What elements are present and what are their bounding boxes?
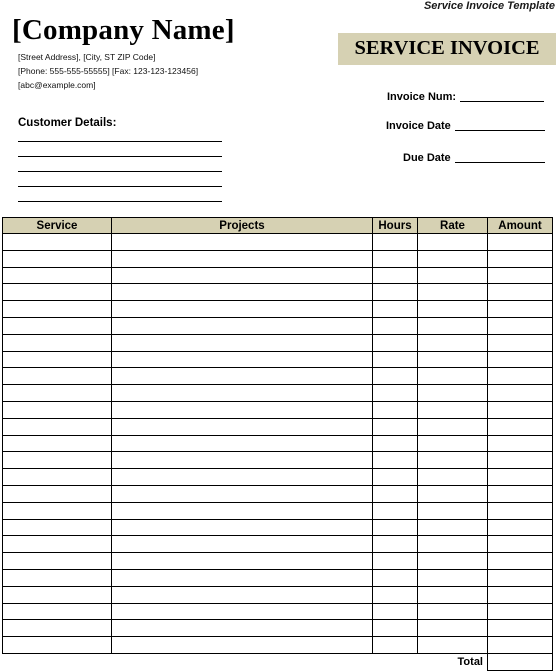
service-cell[interactable] [3, 385, 112, 402]
table-row [3, 351, 553, 368]
rate-cell[interactable] [418, 452, 488, 469]
table-row [3, 469, 553, 486]
due-date-label: Due Date [403, 152, 451, 164]
customer-details-line[interactable] [18, 186, 222, 187]
service-cell[interactable] [3, 317, 112, 334]
hours-cell[interactable] [373, 502, 418, 519]
due-date-field[interactable] [455, 152, 545, 163]
amount-cell[interactable] [488, 250, 553, 267]
projects-cell[interactable] [112, 234, 373, 251]
amount-cell[interactable] [488, 469, 553, 486]
table-row [3, 620, 553, 637]
table-row [3, 553, 553, 570]
column-header-rate: Rate [418, 218, 488, 234]
amount-cell[interactable] [488, 637, 553, 654]
projects-cell[interactable] [112, 284, 373, 301]
table-row [3, 452, 553, 469]
table-row [3, 317, 553, 334]
amount-cell[interactable] [488, 620, 553, 637]
service-cell[interactable] [3, 435, 112, 452]
hours-cell[interactable] [373, 267, 418, 284]
service-cell[interactable] [3, 401, 112, 418]
amount-cell[interactable] [488, 569, 553, 586]
hours-cell[interactable] [373, 234, 418, 251]
rate-cell[interactable] [418, 519, 488, 536]
amount-cell[interactable] [488, 553, 553, 570]
total-row [3, 653, 553, 670]
table-row [3, 368, 553, 385]
company-address: [Street Address], [City, ST ZIP Code] [18, 52, 156, 62]
hours-cell[interactable] [373, 351, 418, 368]
hours-cell[interactable] [373, 401, 418, 418]
projects-cell[interactable] [112, 637, 373, 654]
table-row [3, 301, 553, 318]
hours-cell[interactable] [373, 368, 418, 385]
projects-cell[interactable] [112, 553, 373, 570]
projects-cell[interactable] [112, 351, 373, 368]
rate-cell[interactable] [418, 368, 488, 385]
template-title: Service Invoice Template [423, 0, 555, 12]
rate-cell[interactable] [418, 234, 488, 251]
hours-cell[interactable] [373, 536, 418, 553]
amount-cell[interactable] [488, 452, 553, 469]
projects-cell[interactable] [112, 502, 373, 519]
rate-cell[interactable] [418, 418, 488, 435]
hours-cell[interactable] [373, 485, 418, 502]
rate-cell[interactable] [418, 250, 488, 267]
projects-cell[interactable] [112, 620, 373, 637]
company-phone-fax: [Phone: 555-555-55555] [Fax: 123-123-123456] [18, 66, 199, 76]
table-row [3, 250, 553, 267]
hours-cell[interactable] [373, 435, 418, 452]
amount-cell[interactable] [488, 284, 553, 301]
amount-cell[interactable] [488, 435, 553, 452]
service-cell[interactable] [3, 234, 112, 251]
column-header-service: Service [3, 218, 112, 234]
amount-cell[interactable] [488, 401, 553, 418]
service-cell[interactable] [3, 637, 112, 654]
amount-cell[interactable] [488, 586, 553, 603]
amount-cell[interactable] [488, 234, 553, 251]
rate-cell[interactable] [418, 334, 488, 351]
rate-cell[interactable] [418, 317, 488, 334]
projects-cell[interactable] [112, 569, 373, 586]
customer-details-line[interactable] [18, 171, 222, 172]
projects-cell[interactable] [112, 586, 373, 603]
hours-cell[interactable] [373, 603, 418, 620]
hours-cell[interactable] [373, 569, 418, 586]
projects-cell[interactable] [112, 317, 373, 334]
service-cell[interactable] [3, 620, 112, 637]
hours-cell[interactable] [373, 418, 418, 435]
projects-cell[interactable] [112, 301, 373, 318]
amount-cell[interactable] [488, 418, 553, 435]
invoice-date-field[interactable] [455, 120, 545, 131]
column-header-projects: Projects [112, 218, 373, 234]
rate-cell[interactable] [418, 267, 488, 284]
rate-cell[interactable] [418, 603, 488, 620]
projects-cell[interactable] [112, 267, 373, 284]
rate-cell[interactable] [418, 485, 488, 502]
table-row [3, 586, 553, 603]
rate-cell[interactable] [418, 435, 488, 452]
rate-cell[interactable] [418, 351, 488, 368]
hours-cell[interactable] [373, 385, 418, 402]
invoice-num-row [387, 91, 544, 103]
hours-cell[interactable] [373, 334, 418, 351]
hours-cell[interactable] [373, 519, 418, 536]
service-cell[interactable] [3, 267, 112, 284]
total-label: Total [457, 656, 483, 669]
invoice-date-label: Invoice Date [386, 120, 451, 132]
rate-cell[interactable] [418, 569, 488, 586]
amount-cell[interactable] [488, 385, 553, 402]
table-header-row [3, 218, 553, 234]
column-header-hours: Hours [373, 218, 418, 234]
hours-cell[interactable] [373, 553, 418, 570]
hours-cell[interactable] [373, 469, 418, 486]
projects-cell[interactable] [112, 250, 373, 267]
projects-cell[interactable] [112, 368, 373, 385]
hours-cell[interactable] [373, 250, 418, 267]
table-row [3, 284, 553, 301]
amount-cell[interactable] [488, 536, 553, 553]
rate-cell[interactable] [418, 284, 488, 301]
company-email: [abc@example.com] [18, 80, 96, 90]
table-row [3, 485, 553, 502]
customer-details-line[interactable] [18, 201, 222, 202]
service-cell[interactable] [3, 603, 112, 620]
projects-cell[interactable] [112, 469, 373, 486]
amount-cell[interactable] [488, 603, 553, 620]
invoice-num-field[interactable] [460, 91, 544, 102]
table-row [3, 502, 553, 519]
table-row [3, 603, 553, 620]
hours-cell[interactable] [373, 637, 418, 654]
table-row [3, 536, 553, 553]
service-items-table [2, 217, 553, 671]
amount-cell[interactable] [488, 301, 553, 318]
rate-cell[interactable] [418, 401, 488, 418]
service-cell[interactable] [3, 485, 112, 502]
rate-cell[interactable] [418, 553, 488, 570]
amount-cell[interactable] [488, 485, 553, 502]
projects-cell[interactable] [112, 418, 373, 435]
table-row [3, 267, 553, 284]
table-row [3, 519, 553, 536]
rate-cell[interactable] [418, 469, 488, 486]
rate-cell[interactable] [418, 620, 488, 637]
rate-cell[interactable] [418, 586, 488, 603]
due-date-row [403, 152, 545, 164]
company-name: [Company Name] [12, 14, 235, 46]
projects-cell[interactable] [112, 385, 373, 402]
projects-cell[interactable] [112, 334, 373, 351]
projects-cell[interactable] [112, 452, 373, 469]
projects-cell[interactable] [112, 401, 373, 418]
service-cell[interactable] [3, 334, 112, 351]
customer-details-line[interactable] [18, 141, 222, 142]
projects-cell[interactable] [112, 435, 373, 452]
rate-cell[interactable] [418, 301, 488, 318]
table-row [3, 385, 553, 402]
service-cell[interactable] [3, 502, 112, 519]
table-row [3, 569, 553, 586]
hours-cell[interactable] [373, 586, 418, 603]
amount-cell[interactable] [488, 519, 553, 536]
hours-cell[interactable] [373, 301, 418, 318]
total-amount-cell[interactable] [488, 653, 553, 670]
amount-cell[interactable] [488, 267, 553, 284]
service-cell[interactable] [3, 536, 112, 553]
service-cell[interactable] [3, 250, 112, 267]
hours-cell[interactable] [373, 452, 418, 469]
amount-cell[interactable] [488, 334, 553, 351]
projects-cell[interactable] [112, 603, 373, 620]
hours-cell[interactable] [373, 620, 418, 637]
rate-cell[interactable] [418, 536, 488, 553]
service-cell[interactable] [3, 351, 112, 368]
amount-cell[interactable] [488, 368, 553, 385]
service-cell[interactable] [3, 519, 112, 536]
amount-cell[interactable] [488, 351, 553, 368]
hours-cell[interactable] [373, 317, 418, 334]
projects-cell[interactable] [112, 536, 373, 553]
amount-cell[interactable] [488, 317, 553, 334]
table-row [3, 234, 553, 251]
table-body [3, 234, 553, 654]
table-row [3, 418, 553, 435]
table-row [3, 334, 553, 351]
service-cell[interactable] [3, 569, 112, 586]
rate-cell[interactable] [418, 637, 488, 654]
service-cell[interactable] [3, 586, 112, 603]
invoice-date-row [386, 120, 545, 132]
customer-details-line[interactable] [18, 156, 222, 157]
service-cell[interactable] [3, 418, 112, 435]
rate-cell[interactable] [418, 502, 488, 519]
projects-cell[interactable] [112, 519, 373, 536]
service-cell[interactable] [3, 553, 112, 570]
table-row [3, 401, 553, 418]
service-invoice-badge [338, 33, 556, 65]
service-cell[interactable] [3, 284, 112, 301]
service-cell[interactable] [3, 469, 112, 486]
table-row [3, 435, 553, 452]
service-cell[interactable] [3, 368, 112, 385]
service-cell[interactable] [3, 452, 112, 469]
service-cell[interactable] [3, 301, 112, 318]
customer-details-label: Customer Details: [18, 117, 117, 129]
invoice-num-label: Invoice Num: [387, 91, 457, 103]
amount-cell[interactable] [488, 502, 553, 519]
table-row [3, 637, 553, 654]
projects-cell[interactable] [112, 485, 373, 502]
hours-cell[interactable] [373, 284, 418, 301]
column-header-amount: Amount [488, 218, 553, 234]
rate-cell[interactable] [418, 385, 488, 402]
service-invoice-heading: SERVICE INVOICE [354, 37, 540, 59]
